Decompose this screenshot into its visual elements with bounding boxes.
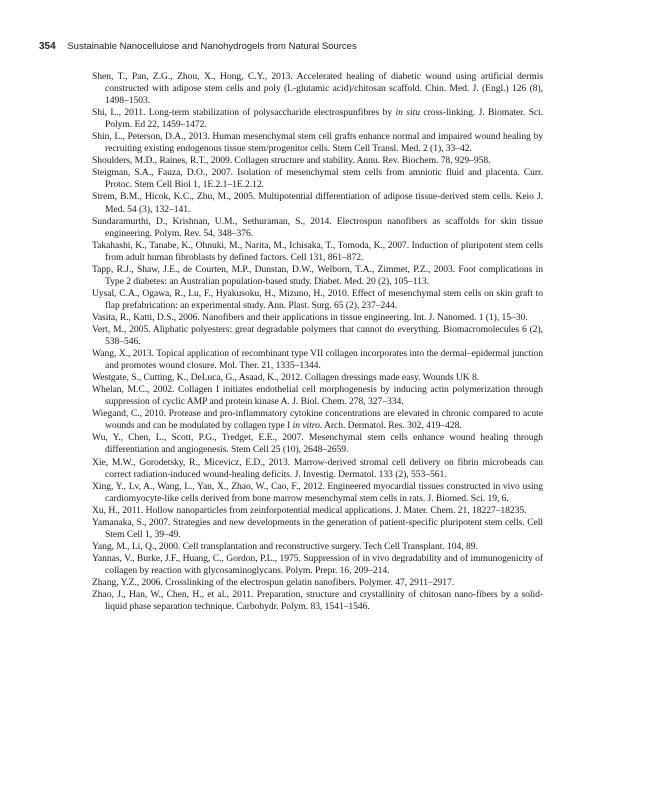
reference-item: Takahashi, K., Tanabe, K., Ohnuki, M., Narita, M., Ichisaka, T., Tomoda, K., 2007. Induction of pluripotent stem cells from adult human fibroblasts by defined factors. Cell 131, 861–872. xyxy=(92,239,543,263)
reference-item: Tapp, R.J., Shaw, J.E., de Courten, M.P., Dunstan, D.W., Welborn, T.A., Zimmet, P.Z., 2003. Foot complications in Type 2 diabetes: an Australian population-based study. Diabet. Med. 20 (2), 105–113. xyxy=(92,263,543,287)
reference-item: Vasita, R., Katti, D.S., 2006. Nanofibers and their applications in tissue engineering. Int. J. Nanomed. 1 (1), 15–30. xyxy=(92,311,528,323)
book-title: Sustainable Nanocellulose and Nanohydrogels from Natural Sources xyxy=(67,41,357,52)
reference-item: Xing, Y., Lv, A., Wang, L., Yan, X., Zhao, W., Cao, F., 2012. Engineered myocardial tissues constructed in vivo using cardiomyocyte-like cells derived from bone marrow mesenchymal stem cells in rats. J. Biomed. Sci. 19, 6. xyxy=(92,480,543,504)
reference-item: Zhang, Y.Z., 2006. Crosslinking of the electrospun gelatin nanofibers. Polymer. 47, 2911–2917. xyxy=(92,576,455,588)
reference-item: Wang, X., 2013. Topical application of recombinant type VII collagen incorporates into the dermal–epidermal junction and promotes wound closure. Mol. Ther. 21, 1335–1344. xyxy=(92,348,543,372)
reference-item: Yang, M., Li, Q., 2000. Cell transplantation and reconstructive surgery. Tech Cell Transplant. 104, 89. xyxy=(92,540,478,552)
reference-item: Uysal, C.A., Ogawa, R., Lu, F., Hyakusoku, H., Mizuno, H., 2010. Effect of mesenchymal stem cells on skin graft to flap prefabrication: an experimental study. Ann. Plast. Surg. 65 (2), 237–244. xyxy=(92,287,543,311)
reference-text: Wiegand, C., 2010. Protease and pro-inflammatory cytokine concentrations are elevated in chronic compared to acute wounds and can be modulated by collagen type I xyxy=(92,408,543,432)
reference-text: cross-linking. J. Biomater. Sci. Polym. Ed 22, 1459–1472. xyxy=(105,107,544,131)
reference-item: Steigman, S.A., Fauza, D.O., 2007. Isolation of mesenchymal stem cells from amniotic fluid and placenta. Curr. Protoc. Stem Cell Biol 1, 1E.2.1–1E.2.12. xyxy=(92,167,543,191)
reference-item: Wu, Y., Chen, L., Scott, P.G., Tredget, E.E., 2007. Mesenchymal stem cells enhance wound healing through differentiation and angiogenesis. Stem Cell 25 (10), 2648–2659. xyxy=(92,432,543,456)
reference-list xyxy=(92,71,543,613)
reference-item: Shoulders, M.D., Raines, R.T., 2009. Collagen structure and stability. Annu. Rev. Biochem. 78, 929–958. xyxy=(92,155,491,167)
reference-item: Zhao, J., Han, W., Chen, H., et al., 2011. Preparation, structure and crystallinity of chitosan nano-fibers by a solid-liquid phase separation technique. Carbohydr. Polym. 83, 1541–1546. xyxy=(92,589,543,613)
reference-text: Shi, L., 2011. Long-term stabilization of polysaccharide electrospunfibres by xyxy=(92,107,396,119)
reference-item xyxy=(92,107,543,131)
reference-item: Xie, M.W., Gorodetsky, R., Micevicz, E.D., 2013. Marrow-derived stromal cell delivery on fibrin microbeads can correct radiation-induced wound-healing deficits. J. Investig. Dermatol. 133 (2), 553–561. xyxy=(92,456,543,480)
reference-item xyxy=(92,408,543,432)
reference-item: Shen, T., Pan, Z.G., Zhou, X., Hong, C.Y., 2013. Accelerated healing of diabetic wound using artificial dermis constructed with adipose stem cells and poly (L-glutamic acid)/chitosan scaffold. Chin. Med. J. (Engl.) 126 (8), 1498–1503. xyxy=(92,71,543,107)
reference-item: Vert, M., 2005. Aliphatic polyesters: great degradable polymers that cannot do everything. Biomacromolecules 6 (2), 538–546. xyxy=(92,323,543,348)
reference-item: Whelan, M.C., 2002. Collagen I initiates endothelial cell morphogenesis by inducing actin polymerization through suppression of cyclic AMP and protein kinase A. J. Biol. Chem. 278, 327–334. xyxy=(92,384,543,408)
reference-item: Yannas, V., Burke, J.F., Huang, C., Gordon, P.L., 1975. Suppression of in vivo degradability and of immunogenicity of collagen by reaction with glycosaminoglycans. Polym. Prepr. 16, 209–214. xyxy=(92,552,543,576)
reference-item: Yamanaka, S., 2007. Strategies and new developments in the generation of patient-specific pluripotent stem cells. Cell Stem Cell 1, 39–49. xyxy=(92,516,543,540)
reference-item: Sundaramurthi, D., Krishnan, U.M., Sethuraman, S., 2014. Electrospun nanofibers as scaffolds for skin tissue engineering. Polym. Rev. 54, 348–376. xyxy=(92,215,543,239)
reference-item: Shin, L., Peterson, D.A., 2013. Human mesenchymal stem cell grafts enhance normal and impaired wound healing by recruiting existing endogenous tissue stem/progenitor cells. Stem Cell Transl. Med. 2 (1), 33–42. xyxy=(92,131,543,155)
reference-italic-text: in situ xyxy=(395,107,420,119)
reference-item: Strem, B.M., Hicok, K.C., Zhu, M., 2005. Multipotential differentiation of adipose tissue-derived stem cells. Keio J. Med. 54 (3), 132–141. xyxy=(92,191,543,215)
reference-item: Xu, H., 2011. Hollow nanoparticles from zeinforpotential medical applications. J. Mater. Chem. 21, 18227–18235. xyxy=(92,504,527,516)
reference-italic-text: in vitro xyxy=(292,420,320,432)
page-number: 354 xyxy=(39,41,56,52)
reference-text: . Arch. Dermatol. Res. 302, 419–428. xyxy=(319,420,462,432)
reference-item: Westgate, S., Cutting, K., DeLuca, G., Asaad, K., 2012. Collagen dressings made easy. Wounds UK 8. xyxy=(92,372,480,384)
running-head xyxy=(39,41,599,52)
